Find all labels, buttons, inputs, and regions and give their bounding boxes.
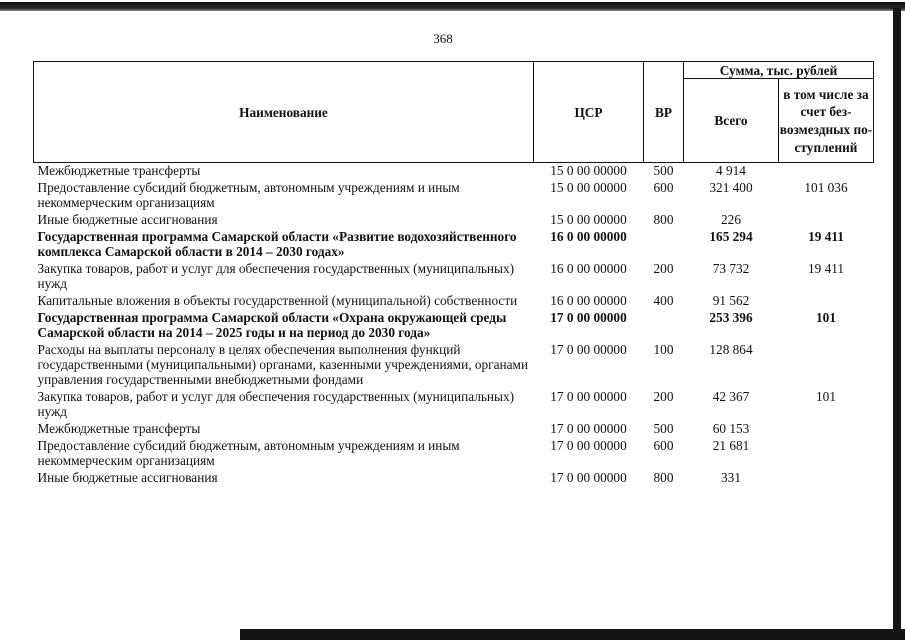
row-csr-cell: 16 0 00 00000 — [550, 293, 627, 308]
row-grant-cell — [779, 163, 874, 181]
row-csr-cell: 16 0 00 00000 — [550, 229, 627, 244]
row-csr-cell: 17 0 00 00000 — [550, 421, 627, 436]
row-csr-cell: 17 0 00 00000 — [550, 389, 627, 404]
row-csr-cell: 17 0 00 00000 — [550, 438, 627, 453]
row-grant-cell — [779, 342, 874, 389]
row-grant-cell: 101 — [816, 310, 836, 325]
scan-edge-right — [893, 8, 901, 640]
row-grant-cell — [779, 421, 874, 438]
row-csr-cell: 15 0 00 00000 — [550, 180, 627, 195]
row-grant-cell — [779, 293, 874, 310]
row-csr-cell: 16 0 00 00000 — [550, 261, 627, 276]
row-vr-cell: 100 — [653, 342, 674, 357]
row-total-cell: 253 396 — [709, 310, 753, 325]
row-grant-cell: 101 036 — [804, 180, 848, 195]
row-name-cell: Расходы на выплаты персоналу в целях обеспечения выполнения функций государственными (муниципальными) органами, казенными учреждениями, органами управления государственными внебюджетными фондами — [37, 342, 529, 387]
row-vr-cell: 500 — [653, 163, 674, 178]
row-vr-cell: 800 — [653, 470, 674, 485]
row-grant-cell — [779, 438, 874, 470]
header-grant: в том числе за счет без-возмездных по-ступлений — [779, 79, 874, 163]
row-name-cell: Межбюджетные трансферты — [37, 421, 201, 436]
row-grant-cell — [779, 470, 874, 487]
row-grant-cell: 19 411 — [808, 229, 844, 244]
row-csr-cell: 17 0 00 00000 — [550, 470, 627, 485]
row-total-cell: 21 681 — [712, 438, 750, 453]
row-vr-cell: 200 — [653, 389, 674, 404]
row-csr-cell: 17 0 00 00000 — [550, 342, 627, 357]
row-total-cell: 4 914 — [716, 163, 746, 178]
row-total-cell: 73 732 — [712, 261, 750, 276]
budget-table-sheet — [33, 61, 873, 487]
table-row — [34, 180, 874, 212]
table-body — [34, 163, 874, 488]
header-sum: Сумма, тыс. рублей — [684, 62, 874, 79]
row-total-cell: 226 — [721, 212, 741, 227]
header-vr: ВР — [644, 62, 684, 163]
row-total-cell: 60 153 — [712, 421, 750, 436]
header-total: Всего — [684, 79, 779, 163]
table-row — [34, 470, 874, 487]
table-row — [34, 310, 874, 342]
table-row — [34, 438, 874, 470]
row-name-cell: Иные бюджетные ассигнования — [37, 212, 218, 227]
table-row — [34, 261, 874, 293]
row-vr-cell: 500 — [653, 421, 674, 436]
table-header — [34, 62, 874, 163]
scan-edge-top — [0, 2, 905, 11]
table-row — [34, 163, 874, 181]
row-csr-cell: 15 0 00 00000 — [550, 163, 627, 178]
table-row — [34, 421, 874, 438]
row-name-cell: Государственная программа Самарской области «Развитие водохозяйственного комплекса Самарской области в 2014 – 2030 годах» — [37, 229, 517, 259]
budget-table — [33, 61, 874, 487]
row-grant-cell: 101 — [816, 389, 836, 404]
row-vr-cell: 200 — [653, 261, 674, 276]
row-csr-cell: 15 0 00 00000 — [550, 212, 627, 227]
table-row — [34, 229, 874, 261]
row-total-cell: 128 864 — [709, 342, 753, 357]
table-row — [34, 342, 874, 389]
header-name: Наименование — [34, 62, 534, 163]
row-total-cell: 331 — [721, 470, 741, 485]
table-row — [34, 389, 874, 421]
row-vr-cell — [644, 310, 684, 342]
row-vr-cell: 400 — [653, 293, 674, 308]
row-grant-cell — [779, 212, 874, 229]
row-csr-cell: 17 0 00 00000 — [550, 310, 627, 325]
row-name-cell: Закупка товаров, работ и услуг для обеспечения государственных (муниципальных) нужд — [37, 261, 515, 291]
row-name-cell: Предоставление субсидий бюджетным, автономным учреждениям и иным некоммерческим организациям — [37, 438, 460, 468]
table-row — [34, 212, 874, 229]
row-name-cell: Предоставление субсидий бюджетным, автономным учреждениям и иным некоммерческим организациям — [37, 180, 460, 210]
row-grant-cell: 19 411 — [807, 261, 845, 276]
row-total-cell: 321 400 — [709, 180, 753, 195]
row-vr-cell: 600 — [653, 438, 674, 453]
row-name-cell: Государственная программа Самарской области «Охрана окружающей среды Самарской области на 2014 – 2025 годы и на период до 2030 года» — [37, 310, 507, 340]
row-name-cell: Межбюджетные трансферты — [37, 163, 201, 178]
row-name-cell: Капитальные вложения в объекты государственной (муниципальной) собственности — [37, 293, 518, 308]
row-total-cell: 165 294 — [709, 229, 753, 244]
row-name-cell: Закупка товаров, работ и услуг для обеспечения государственных (муниципальных) нужд — [37, 389, 515, 419]
row-total-cell: 42 367 — [712, 389, 750, 404]
row-total-cell: 91 562 — [712, 293, 750, 308]
page-number: 368 — [433, 31, 453, 46]
header-csr: ЦСР — [534, 62, 644, 163]
scan-edge-bottom — [240, 629, 905, 640]
row-vr-cell — [644, 229, 684, 261]
row-vr-cell: 800 — [653, 212, 674, 227]
table-row — [34, 293, 874, 310]
row-name-cell: Иные бюджетные ассигнования — [37, 470, 218, 485]
row-vr-cell: 600 — [653, 180, 674, 195]
